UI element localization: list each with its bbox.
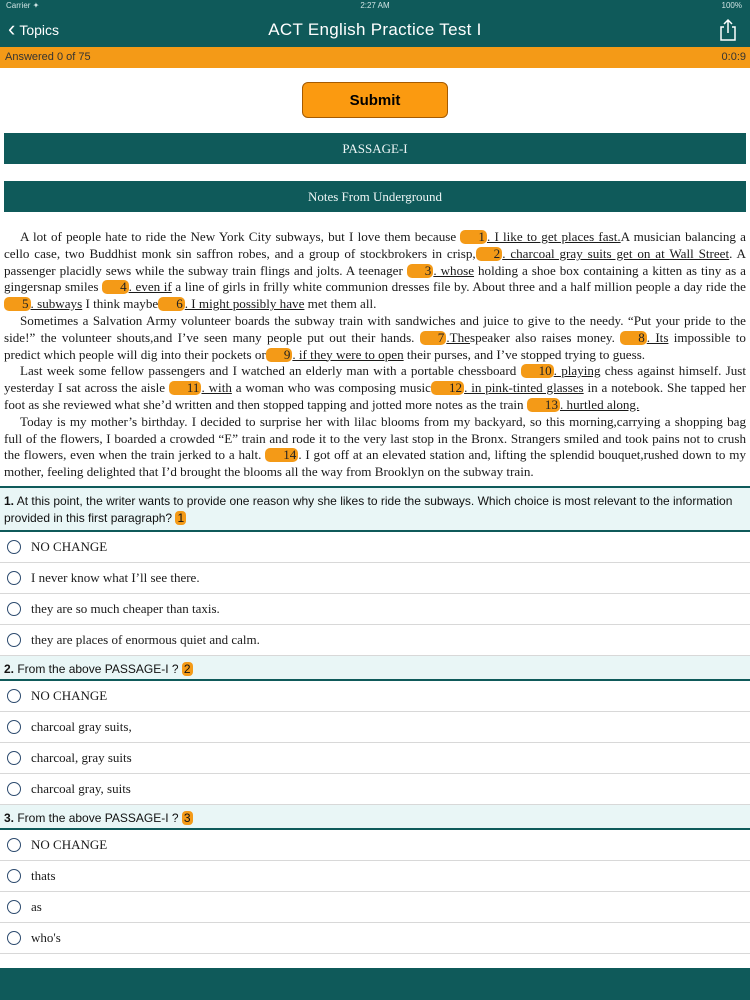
passage-paragraph: A lot of people hate to ride the New York City subways, but I love them because 1 . I like to get places fast.A musician balancing a cello case, two Buddhist monk sin saffron robes, and a group of stockbrokers in crisp, 2 . charcoal gray suits get on at Wall Street. A passenger placidly sews while the subway train flings and jolts. A teenager 3 . whose holding a shoe box containing a kitten as tiny as a gingersnap smiles 4 . even if a line of girls in frilly white communion dresses file by. About three and a half million people a day ride the 5 . subways I think maybe 6 . I might possibly have met them all. [4, 229, 746, 312]
question-marker[interactable]: 4 [102, 280, 129, 294]
progress-bar [0, 47, 750, 68]
question-marker[interactable]: 1 [460, 230, 487, 244]
radio-button[interactable] [7, 838, 21, 852]
radio-button[interactable] [7, 869, 21, 883]
passage-paragraph: Today is my mother’s birthday. I decided to surprise her with lilac blooms from my backyard, so this morning,carrying a shopping bag full of the flowers, I boarded a crowded “E” train and rode it to the very last stop in the Bronx. Strangers smiled and took pains not to crush the flowers, even when the train jerked to a halt. 14 . I got off at an elevated station and, lifting the splendid bouquet,rushed down to my mother, feeling delighted that I’d brought the blooms all the way from Brooklyn on the subway train. [4, 413, 746, 480]
question-marker[interactable]: 10 [521, 364, 554, 378]
clock: 2:27 AM [360, 1, 390, 10]
passage-paragraph: Sometimes a Salvation Army volunteer boards the subway train with sandwiches and juice to give to the needy. “Put your pride to the side!” the volunteer shouts,and I’ve seen many people put out their hands. 7 .Thespeaker also raises money. 8 . Its impossible to predict which people will dig into their pockets or 9 . if they were to open their purses, and I’ve stopped trying to guess. [4, 312, 746, 362]
answer-option[interactable]: they are so much cheaper than taxis. [0, 594, 750, 625]
question-marker[interactable]: 13 [527, 398, 560, 412]
chevron-left-icon: ‹ [8, 16, 16, 41]
back-button-label: Topics [19, 22, 60, 38]
answer-option[interactable]: NO CHANGE [0, 830, 750, 861]
radio-button[interactable] [7, 900, 21, 914]
answer-option[interactable]: NO CHANGE [0, 532, 750, 563]
question-marker[interactable]: 5 [4, 297, 31, 311]
answer-option[interactable]: charcoal gray, suits [0, 774, 750, 805]
question-marker[interactable]: 11 [169, 381, 202, 395]
question-badge: 2 [183, 662, 191, 676]
question-marker[interactable]: 2 [476, 247, 503, 261]
answered-count: Answered 0 of 75 [5, 51, 91, 63]
timer: 0:0:9 [721, 51, 746, 63]
answer-option[interactable]: I never know what I’ll see there. [0, 563, 750, 594]
passage-title: Notes From Underground [4, 181, 746, 212]
question-header: 3. From the above PASSAGE-I ? 3 [0, 805, 750, 830]
navigation-bar [0, 12, 750, 47]
radio-button[interactable] [7, 782, 21, 796]
answer-option[interactable]: thats [0, 861, 750, 892]
bottom-toolbar [0, 968, 750, 1000]
answer-option[interactable]: charcoal, gray suits [0, 743, 750, 774]
question-badge: 1 [177, 511, 185, 525]
radio-button[interactable] [7, 633, 21, 647]
page-title: ACT English Practice Test I [268, 20, 482, 39]
radio-button[interactable] [7, 571, 21, 585]
answer-option[interactable]: who's [0, 923, 750, 954]
answer-option[interactable]: they are places of enormous quiet and calm. [0, 625, 750, 656]
answer-option[interactable]: charcoal gray suits, [0, 712, 750, 743]
answer-option[interactable]: NO CHANGE [0, 681, 750, 712]
radio-button[interactable] [7, 540, 21, 554]
question-list[interactable] [0, 486, 750, 970]
radio-button[interactable] [7, 931, 21, 945]
question-marker[interactable]: 9 [266, 348, 293, 362]
question-badge: 3 [183, 811, 191, 825]
share-icon[interactable] [718, 18, 738, 42]
question-header: 2. From the above PASSAGE-I ? 2 [0, 656, 750, 681]
radio-button[interactable] [7, 751, 21, 765]
question-marker[interactable]: 3 [407, 264, 434, 278]
answer-option[interactable]: as [0, 892, 750, 923]
question-marker[interactable]: 14 [265, 448, 298, 462]
question-header: 1. At this point, the writer wants to provide one reason why she likes to ride the subways. Which choice is most relevant to the information provided in this first paragraph? 1 [0, 488, 750, 532]
status-bar [0, 0, 750, 12]
passage-paragraph: Last week some fellow passengers and I watched an elderly man with a portable chessboard 10 . playing chess against himself. Just yesterday I sat across the aisle 11 . with a woman who was composing music 12 . in pink-tinted glasses in a notebook. She tapped her foot as she reviewed what she’d written and then stopped tapping and jotted more notes as the train 13 . hurtled along. [4, 363, 747, 412]
battery-label: 100% [721, 1, 742, 10]
question-marker[interactable]: 8 [620, 331, 647, 345]
radio-button[interactable] [7, 689, 21, 703]
radio-button[interactable] [7, 720, 21, 734]
passage-label: PASSAGE-I [4, 133, 746, 164]
question-marker[interactable]: 7 [420, 331, 447, 345]
carrier-label: Carrier ✦ [6, 1, 40, 10]
question-marker[interactable]: 6 [158, 297, 185, 311]
radio-button[interactable] [7, 602, 21, 616]
submit-button[interactable]: Submit [302, 82, 448, 118]
passage-text [4, 229, 746, 481]
question-marker[interactable]: 12 [431, 381, 464, 395]
